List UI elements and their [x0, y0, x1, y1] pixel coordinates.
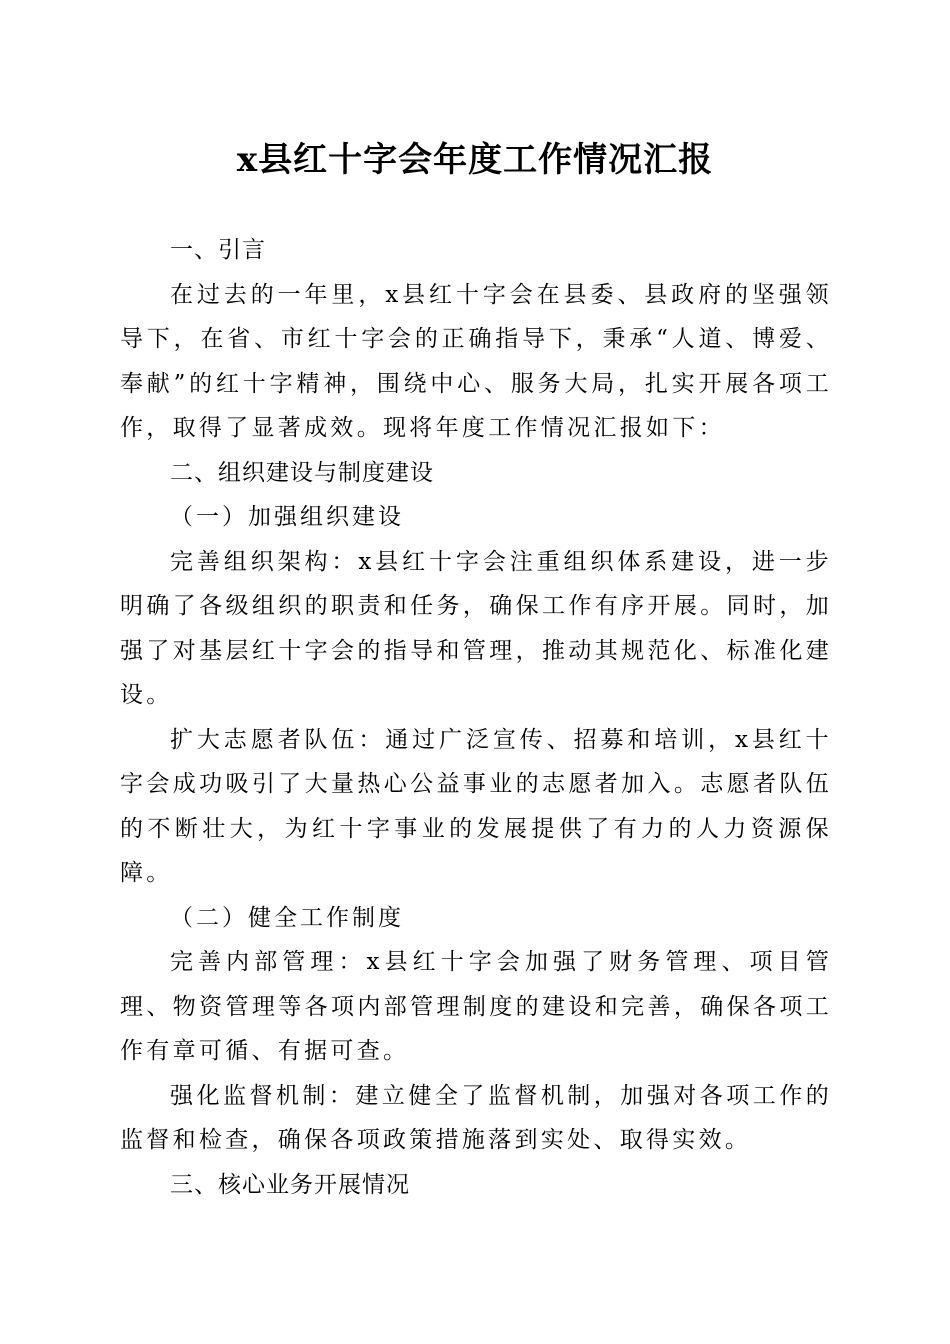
document-title: x县红十字会年度工作情况汇报 [236, 140, 714, 180]
section-heading-organization: 二、组织建设与制度建设 [170, 459, 434, 486]
paragraph-volunteer-team: 扩大志愿者队伍：通过广泛宣传、招募和培训，x县红十字会成功吸引了大量热心公益事业的志愿者加入。志愿者队伍的不断壮大，为红十字事业的发展提供了有力的人力资源保障。 [120, 726, 832, 886]
document-body [120, 228, 832, 1207]
section-heading-core-business: 三、核心业务开展情况 [170, 1171, 410, 1198]
subsection-heading-work-system: （二）健全工作制度 [170, 904, 404, 931]
section-heading-introduction: 一、引言 [170, 237, 266, 263]
paragraph-organization-structure: 完善组织架构：x县红十字会注重组织体系建设，进一步明确了各级组织的职责和任务，确保工作有序开展。同时，加强了对基层红十字会的指导和管理，推动其规范化、标准化建设。 [120, 548, 832, 708]
paragraph-supervision: 强化监督机制：建立健全了监督机制，加强对各项工作的监督和检查，确保各项政策措施落到实处、取得实效。 [120, 1082, 832, 1153]
subsection-heading-organization-building: （一）加强组织建设 [170, 504, 404, 530]
paragraph-introduction: 在过去的一年里，x县红十字会在县委、县政府的坚强领导下，在省、市红十字会的正确指导下，秉承“人道、博爱、奉献”的红十字精神，围绕中心、服务大局，扎实开展各项工作，取得了显著成效。现将年度工作情况汇报如下： [120, 281, 832, 441]
paragraph-internal-management: 完善内部管理：x县红十字会加强了财务管理、项目管理、物资管理等各项内部管理制度的建设和完善，确保各项工作有章可循、有据可查。 [120, 949, 832, 1064]
